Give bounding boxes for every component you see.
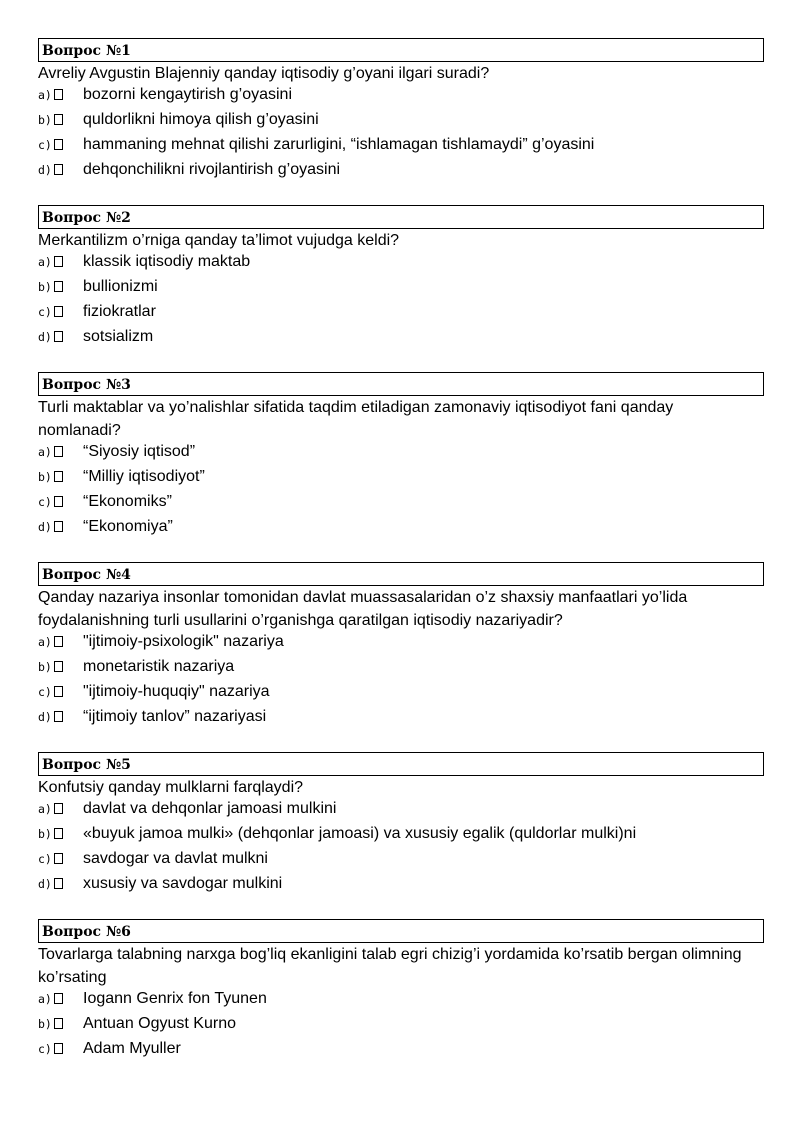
- option-letter: d): [38, 163, 52, 177]
- option-letter: a): [38, 88, 52, 102]
- question-header: Вопрос №5: [38, 752, 764, 776]
- test-document: [38, 38, 764, 1084]
- option-text: “Milliy iqtisodiyot”: [83, 468, 205, 485]
- option-letter: a): [38, 255, 52, 269]
- question-text: Merkantilizm o’rniga qanday ta’limot vujudga keldi?: [38, 232, 400, 249]
- option-text: klassik iqtisodiy maktab: [83, 253, 251, 270]
- answer-option[interactable]: [38, 825, 764, 850]
- option-letter: b): [38, 470, 52, 484]
- option-text: "ijtimoiy-psixologik" nazariya: [83, 633, 284, 650]
- option-letter: c): [38, 495, 52, 509]
- option-text: hammaning mehnat qilishi zarurligini, “ishlamagan tishlamaydi” g’oyasini: [83, 136, 595, 153]
- checkbox-icon[interactable]: [54, 878, 63, 889]
- option-letter: a): [38, 445, 52, 459]
- question-header: Вопрос №3: [38, 372, 764, 396]
- option-letter: b): [38, 827, 52, 841]
- option-letter: d): [38, 330, 52, 344]
- answer-option[interactable]: [38, 990, 764, 1015]
- checkbox-icon[interactable]: [54, 256, 63, 267]
- answer-option[interactable]: [38, 86, 764, 111]
- option-text: “ijtimoiy tanlov” nazariyasi: [83, 708, 267, 725]
- checkbox-icon[interactable]: [54, 89, 63, 100]
- option-letter: d): [38, 710, 52, 724]
- checkbox-icon[interactable]: [54, 803, 63, 814]
- checkbox-icon[interactable]: [54, 521, 63, 532]
- answer-option[interactable]: [38, 708, 764, 733]
- option-text: quldorlikni himoya qilish g’oyasini: [83, 111, 319, 128]
- checkbox-icon[interactable]: [54, 281, 63, 292]
- checkbox-icon[interactable]: [54, 853, 63, 864]
- option-letter: b): [38, 1017, 52, 1031]
- checkbox-icon[interactable]: [54, 496, 63, 507]
- option-text: «buyuk jamoa mulki» (dehqonlar jamoasi) va xususiy egalik (quldorlar mulki)ni: [83, 825, 637, 842]
- checkbox-icon[interactable]: [54, 636, 63, 647]
- answer-option[interactable]: [38, 111, 764, 136]
- option-letter: a): [38, 802, 52, 816]
- checkbox-icon[interactable]: [54, 471, 63, 482]
- checkbox-icon[interactable]: [54, 114, 63, 125]
- option-text: “Ekonomiya”: [83, 518, 173, 535]
- option-text: Iogann Genrix fon Tyunen: [83, 990, 267, 1007]
- option-text: Antuan Ogyust Kurno: [83, 1015, 236, 1032]
- option-letter: c): [38, 852, 52, 866]
- checkbox-icon[interactable]: [54, 711, 63, 722]
- question-1: [38, 38, 764, 186]
- checkbox-icon[interactable]: [54, 661, 63, 672]
- answer-option[interactable]: [38, 493, 764, 518]
- question-3: [38, 372, 764, 543]
- option-letter: b): [38, 660, 52, 674]
- question-4: [38, 562, 764, 733]
- option-text: "ijtimoiy-huquqiy" nazariya: [83, 683, 270, 700]
- question-5: [38, 752, 764, 900]
- option-letter: d): [38, 877, 52, 891]
- checkbox-icon[interactable]: [54, 306, 63, 317]
- answer-option[interactable]: [38, 800, 764, 825]
- option-text: bozorni kengaytirish g’oyasini: [83, 86, 292, 103]
- option-letter: b): [38, 280, 52, 294]
- answer-option[interactable]: [38, 443, 764, 468]
- checkbox-icon[interactable]: [54, 1043, 63, 1054]
- question-header: Вопрос №1: [38, 38, 764, 62]
- answer-option[interactable]: [38, 468, 764, 493]
- question-text: Qanday nazariya insonlar tomonidan davlat muassasalaridan o’z shaxsiy manfaatlari yo’lida foydalanishning turli usullarini o’rganishga qaratilgan iqtisodiy nazariyadir?: [38, 589, 688, 629]
- option-text: “Siyosiy iqtisod”: [83, 443, 196, 460]
- option-letter: c): [38, 138, 52, 152]
- option-text: davlat va dehqonlar jamoasi mulkini: [83, 800, 337, 817]
- answer-option[interactable]: [38, 303, 764, 328]
- answer-option[interactable]: [38, 875, 764, 900]
- option-text: sotsializm: [83, 328, 154, 345]
- checkbox-icon[interactable]: [54, 828, 63, 839]
- checkbox-icon[interactable]: [54, 1018, 63, 1029]
- option-text: monetaristik nazariya: [83, 658, 235, 675]
- option-letter: a): [38, 992, 52, 1006]
- question-header: Вопрос №2: [38, 205, 764, 229]
- answer-option[interactable]: [38, 253, 764, 278]
- option-letter: d): [38, 520, 52, 534]
- checkbox-icon[interactable]: [54, 686, 63, 697]
- question-text: Konfutsiy qanday mulklarni farqlaydi?: [38, 779, 304, 796]
- option-letter: c): [38, 685, 52, 699]
- option-letter: b): [38, 113, 52, 127]
- checkbox-icon[interactable]: [54, 139, 63, 150]
- option-letter: c): [38, 1042, 52, 1056]
- question-header: Вопрос №6: [38, 919, 764, 943]
- question-text: Turli maktablar va yo’nalishlar sifatida taqdim etiladigan zamonaviy iqtisodiyot fani qanday nomlanadi?: [38, 399, 674, 439]
- question-header: Вопрос №4: [38, 562, 764, 586]
- option-text: Adam Myuller: [83, 1040, 181, 1057]
- answer-option[interactable]: [38, 518, 764, 543]
- answer-option[interactable]: [38, 328, 764, 353]
- question-2: [38, 205, 764, 353]
- answer-option[interactable]: [38, 161, 764, 186]
- option-text: savdogar va davlat mulkni: [83, 850, 268, 867]
- checkbox-icon[interactable]: [54, 164, 63, 175]
- answer-option[interactable]: [38, 850, 764, 875]
- checkbox-icon[interactable]: [54, 993, 63, 1004]
- answer-option[interactable]: [38, 1040, 764, 1065]
- answer-option[interactable]: [38, 278, 764, 303]
- option-letter: c): [38, 305, 52, 319]
- answer-option[interactable]: [38, 658, 764, 683]
- question-text: Tovarlarga talabning narxga bog’liq ekanligini talab egri chizig’i yordamida ko’rsatib bergan olimning ko’rsating: [38, 946, 742, 986]
- answer-option[interactable]: [38, 136, 764, 161]
- option-text: xususiy va savdogar mulkini: [83, 875, 283, 892]
- question-text: Avreliy Avgustin Blajenniy qanday iqtisodiy g’oyani ilgari suradi?: [38, 65, 490, 82]
- checkbox-icon[interactable]: [54, 331, 63, 342]
- answer-option[interactable]: [38, 683, 764, 708]
- option-text: fiziokratlar: [83, 303, 156, 320]
- option-text: “Ekonomiks”: [83, 493, 172, 510]
- option-letter: a): [38, 635, 52, 649]
- answer-option[interactable]: [38, 1015, 764, 1040]
- answer-option[interactable]: [38, 633, 764, 658]
- checkbox-icon[interactable]: [54, 446, 63, 457]
- option-text: dehqonchilikni rivojlantirish g’oyasini: [83, 161, 341, 178]
- option-text: bullionizmi: [83, 278, 158, 295]
- question-6: [38, 919, 764, 1065]
